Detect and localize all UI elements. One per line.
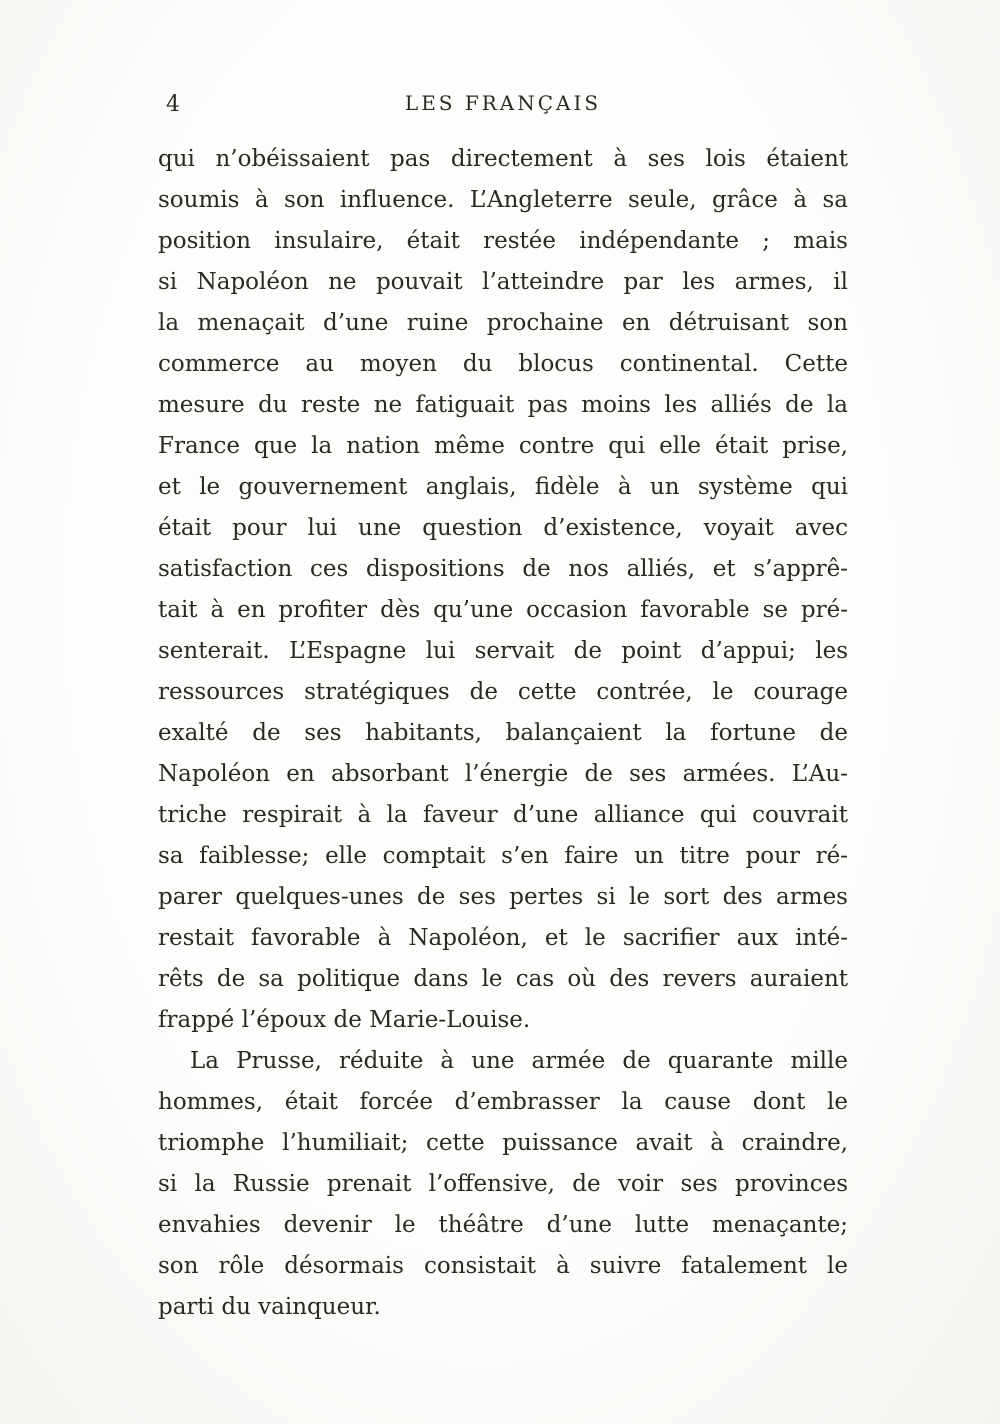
page-number: 4 bbox=[166, 92, 180, 117]
running-header: LES FRANÇAIS bbox=[404, 91, 602, 115]
text-line: si la Russie prenait l’offensive, de voir ses provinces bbox=[158, 1171, 848, 1197]
text-line: parti du vainqueur. bbox=[158, 1294, 381, 1320]
paragraph bbox=[158, 139, 848, 1041]
text-line: triche respirait à la faveur d’une alliance qui couvrait bbox=[158, 802, 848, 828]
paragraph bbox=[158, 1041, 848, 1328]
text-line: son rôle désormais consistait à suivre fatalement le bbox=[158, 1253, 848, 1279]
text-line: frappé l’époux de Marie-Louise. bbox=[158, 1007, 531, 1033]
text-line: sa faiblesse; elle comptait s’en faire un titre pour ré- bbox=[158, 843, 848, 869]
text-line: triomphe l’humiliait; cette puissance avait à craindre, bbox=[158, 1130, 848, 1156]
page-header bbox=[158, 90, 848, 122]
text-line: parer quelques-unes de ses pertes si le sort des armes bbox=[158, 884, 848, 910]
text-line: France que la nation même contre qui elle était prise, bbox=[158, 433, 848, 459]
text-line: exalté de ses habitants, balançaient la fortune de bbox=[158, 720, 848, 746]
text-line: commerce au moyen du blocus continental. Cette bbox=[158, 351, 848, 377]
text-line: et le gouvernement anglais, fidèle à un système qui bbox=[158, 474, 848, 500]
text-line: mesure du reste ne fatiguait pas moins les alliés de la bbox=[158, 392, 848, 418]
text-line: si Napoléon ne pouvait l’atteindre par les armes, il bbox=[158, 269, 848, 295]
text-line: envahies devenir le théâtre d’une lutte menaçante; bbox=[158, 1212, 848, 1238]
text-line: soumis à son influence. L’Angleterre seule, grâce à sa bbox=[158, 187, 848, 213]
text-line: La Prusse, réduite à une armée de quarante mille bbox=[190, 1048, 848, 1074]
text-line: était pour lui une question d’existence, voyait avec bbox=[158, 515, 848, 541]
text-line: Napoléon en absorbant l’énergie de ses armées. L’Au- bbox=[158, 761, 848, 787]
text-line: la menaçait d’une ruine prochaine en détruisant son bbox=[158, 310, 848, 336]
text-line: senterait. L’Espagne lui servait de point d’appui; les bbox=[158, 638, 848, 664]
body-text bbox=[158, 139, 848, 1328]
text-line: tait à en profiter dès qu’une occasion favorable se pré- bbox=[158, 597, 848, 623]
text-line: rêts de sa politique dans le cas où des revers auraient bbox=[158, 966, 848, 992]
text-line: ressources stratégiques de cette contrée, le courage bbox=[158, 679, 848, 705]
text-line: restait favorable à Napoléon, et le sacrifier aux inté- bbox=[158, 925, 848, 951]
text-line: position insulaire, était restée indépendante ; mais bbox=[158, 228, 848, 254]
text-line: satisfaction ces dispositions de nos alliés, et s’apprê- bbox=[158, 556, 848, 582]
text-line: qui n’obéissaient pas directement à ses lois étaient bbox=[158, 146, 848, 172]
text-line: hommes, était forcée d’embrasser la cause dont le bbox=[158, 1089, 848, 1115]
